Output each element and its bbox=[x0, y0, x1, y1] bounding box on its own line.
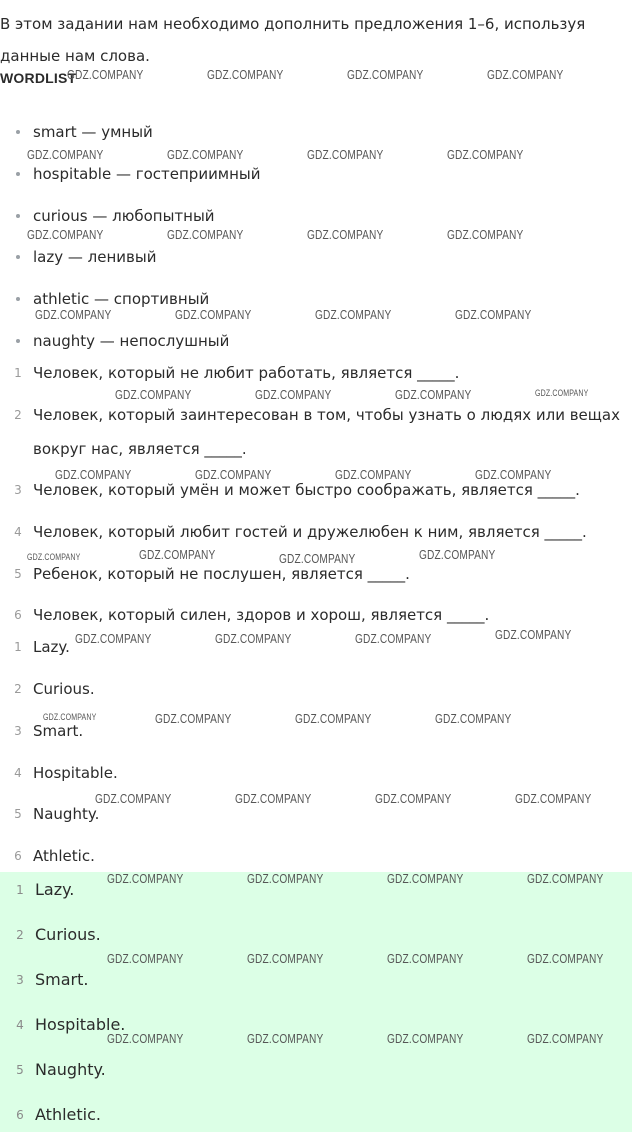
watermark: GDZ.COMPANY bbox=[455, 307, 532, 322]
watermark: GDZ.COMPANY bbox=[375, 791, 452, 806]
bullet-icon bbox=[16, 130, 20, 134]
watermark: GDZ.COMPANY bbox=[207, 67, 284, 82]
watermark: GDZ.COMPANY bbox=[247, 871, 324, 886]
watermark: GDZ.COMPANY bbox=[419, 547, 496, 562]
watermark: GDZ.COMPANY bbox=[139, 547, 216, 562]
watermark: GDZ.COMPANY bbox=[487, 67, 564, 82]
watermark: GDZ.COMPANY bbox=[235, 791, 312, 806]
watermark: GDZ.COMPANY bbox=[195, 467, 272, 482]
watermark: GDZ.COMPANY bbox=[447, 227, 524, 242]
watermark: GDZ.COMPANY bbox=[535, 388, 589, 398]
watermark: GDZ.COMPANY bbox=[335, 467, 412, 482]
watermark: GDZ.COMPANY bbox=[95, 791, 172, 806]
watermark: GDZ.COMPANY bbox=[527, 1031, 604, 1046]
watermark: GDZ.COMPANY bbox=[35, 307, 112, 322]
intro-text: В этом задании нам необходимо дополнить предложения 1–6, используя данные нам слова. bbox=[0, 15, 586, 65]
watermark: GDZ.COMPANY bbox=[115, 387, 192, 402]
watermark: GDZ.COMPANY bbox=[387, 1031, 464, 1046]
watermark: GDZ.COMPANY bbox=[435, 711, 512, 726]
watermark: GDZ.COMPANY bbox=[315, 307, 392, 322]
watermark: GDZ.COMPANY bbox=[515, 791, 592, 806]
watermark: GDZ.COMPANY bbox=[307, 227, 384, 242]
bullet-icon bbox=[16, 255, 20, 259]
watermark: GDZ.COMPANY bbox=[27, 147, 104, 162]
watermark: GDZ.COMPANY bbox=[247, 951, 324, 966]
watermark: GDZ.COMPANY bbox=[167, 147, 244, 162]
watermark: GDZ.COMPANY bbox=[347, 67, 424, 82]
watermark: GDZ.COMPANY bbox=[279, 551, 356, 566]
answer-highlight-box: 1 Lazy. 2 Curious. 3 Smart. 4 Hospitable. 5 Naughty. 6 Athletic. bbox=[0, 872, 632, 1132]
watermark: GDZ.COMPANY bbox=[255, 387, 332, 402]
watermark: GDZ.COMPANY bbox=[27, 227, 104, 242]
watermark: GDZ.COMPANY bbox=[67, 67, 144, 82]
watermark: GDZ.COMPANY bbox=[387, 951, 464, 966]
watermark: GDZ.COMPANY bbox=[155, 711, 232, 726]
watermark: GDZ.COMPANY bbox=[167, 227, 244, 242]
watermark: GDZ.COMPANY bbox=[175, 307, 252, 322]
watermark: GDZ.COMPANY bbox=[107, 871, 184, 886]
bullet-icon bbox=[16, 297, 20, 301]
wordlist-title: WORDLIST bbox=[0, 70, 77, 86]
watermark: GDZ.COMPANY bbox=[75, 631, 152, 646]
watermark: GDZ.COMPANY bbox=[495, 627, 572, 642]
bullet-icon bbox=[16, 339, 20, 343]
bullet-icon bbox=[16, 214, 20, 218]
watermark: GDZ.COMPANY bbox=[107, 951, 184, 966]
watermark: GDZ.COMPANY bbox=[475, 467, 552, 482]
bullet-icon bbox=[16, 172, 20, 176]
watermark: GDZ.COMPANY bbox=[43, 712, 97, 722]
watermark: GDZ.COMPANY bbox=[247, 1031, 324, 1046]
watermark: GDZ.COMPANY bbox=[295, 711, 372, 726]
watermark: GDZ.COMPANY bbox=[107, 1031, 184, 1046]
watermark: GDZ.COMPANY bbox=[527, 951, 604, 966]
watermark: GDZ.COMPANY bbox=[395, 387, 472, 402]
watermark: GDZ.COMPANY bbox=[307, 147, 384, 162]
watermark: GDZ.COMPANY bbox=[27, 552, 81, 562]
watermark: GDZ.COMPANY bbox=[447, 147, 524, 162]
watermark: GDZ.COMPANY bbox=[55, 467, 132, 482]
watermark: GDZ.COMPANY bbox=[215, 631, 292, 646]
watermark: GDZ.COMPANY bbox=[527, 871, 604, 886]
watermark: GDZ.COMPANY bbox=[387, 871, 464, 886]
watermark: GDZ.COMPANY bbox=[355, 631, 432, 646]
